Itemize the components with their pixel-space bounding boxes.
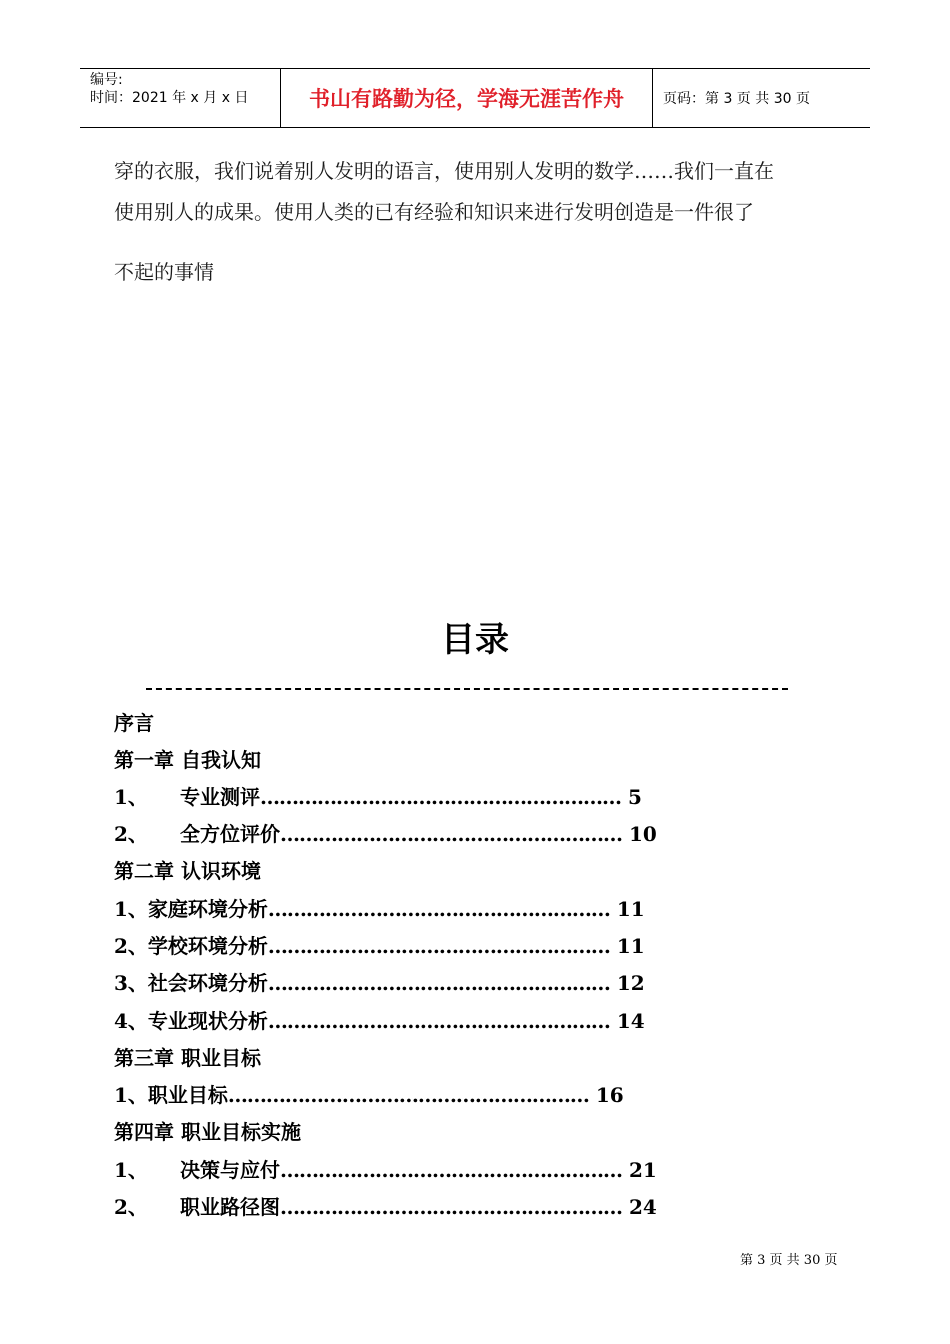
toc-entry-leader: ………………………………………………: [267, 971, 610, 995]
toc-entry-number: 1、: [114, 1158, 148, 1182]
toc-entry-title: 全方位评价: [180, 822, 280, 846]
toc-entry-page: 12: [609, 971, 645, 995]
toc-entry-leader: ………………………………………………: [280, 1195, 622, 1219]
toc-entry-title: 专业测评: [180, 785, 260, 809]
toc-entry[interactable]: [114, 1008, 645, 1034]
toc-entry-number: 2、: [114, 822, 148, 846]
toc-entry[interactable]: [114, 821, 657, 847]
toc-entry[interactable]: [114, 896, 645, 922]
toc-entry-page: 14: [609, 1009, 645, 1033]
body-text-line-1: 穿的衣服，我们说着别人发明的语言，使用别人发明的数学……我们一直在: [114, 159, 774, 183]
toc-entry-title: 第一章 自我认知: [114, 748, 261, 772]
toc-entry-title: 2、学校环境分析: [114, 934, 268, 958]
toc-entry[interactable]: [114, 784, 642, 810]
toc-entry-title: 第三章 职业目标: [114, 1046, 261, 1070]
toc-entry[interactable]: [114, 1082, 624, 1108]
toc-entry-title: 决策与应付: [180, 1158, 280, 1182]
toc-entry-page: 10: [622, 822, 657, 846]
toc-entry-title: 职业路径图: [180, 1195, 280, 1219]
toc-entry[interactable]: [114, 933, 645, 959]
toc-entry-title: 序言: [114, 711, 154, 735]
toc-entry[interactable]: [114, 747, 261, 773]
toc-entry-leader: ………………………………………………: [267, 934, 610, 958]
toc-entry-leader: ………………………………………………: [280, 1158, 622, 1182]
toc-title: 目录: [441, 620, 509, 660]
toc-entry-title: 第四章 职业目标实施: [114, 1120, 301, 1144]
toc-entry[interactable]: [114, 710, 154, 736]
toc-entry-page: 21: [622, 1158, 657, 1182]
toc-entry-number: 1、: [114, 785, 148, 809]
toc-entry-number: 2、: [114, 1195, 148, 1219]
toc-entry[interactable]: [114, 1157, 657, 1183]
body-text-line-2: 使用别人的成果。使用人类的已有经验和知识来进行发明创造是一件很了: [114, 200, 754, 224]
toc-entry-page: 24: [622, 1195, 657, 1219]
toc-entry[interactable]: [114, 1045, 261, 1071]
toc-entry-title: 1、职业目标: [114, 1083, 228, 1107]
toc-entry-title: 1、家庭环境分析: [114, 897, 268, 921]
page-header: [80, 68, 870, 128]
toc-entry-leader: ………………………………………………: [267, 897, 610, 921]
toc-entry-page: 16: [588, 1083, 624, 1107]
toc-entry-leader: ………………………………………………: [267, 1009, 610, 1033]
document-time-label: 时间：2021 年 x 月 x 日: [90, 90, 249, 106]
toc-entry-leader: …………………………………………………: [260, 785, 621, 809]
page-footer: 第 3 页 共 30 页: [740, 1253, 838, 1268]
header-page-number: 页码：第 3 页 共 30 页: [663, 91, 810, 107]
toc-entry-page: 5: [621, 785, 642, 809]
toc-entry-leader: ………………………………………………: [280, 822, 622, 846]
header-motto: 书山有路勤为径，学海无涯苦作舟: [281, 69, 653, 127]
toc-entry-page: 11: [609, 934, 645, 958]
toc-entry-title: 第二章 认识环境: [114, 859, 261, 883]
toc-entry-leader: …………………………………………………: [227, 1083, 589, 1107]
toc-entry[interactable]: [114, 1194, 657, 1220]
document-number-label: 编号:: [90, 72, 123, 88]
toc-entry-title: 3、社会环境分析: [114, 971, 268, 995]
toc-entry[interactable]: [114, 858, 261, 884]
toc-entry[interactable]: [114, 970, 645, 996]
toc-entry[interactable]: [114, 1119, 301, 1145]
toc-entry-title: 4、专业现状分析: [114, 1009, 268, 1033]
header-meta: [80, 69, 281, 127]
toc-divider: [146, 688, 788, 690]
toc-entry-page: 11: [609, 897, 645, 921]
body-text-line-3: 不起的事情: [114, 260, 214, 284]
